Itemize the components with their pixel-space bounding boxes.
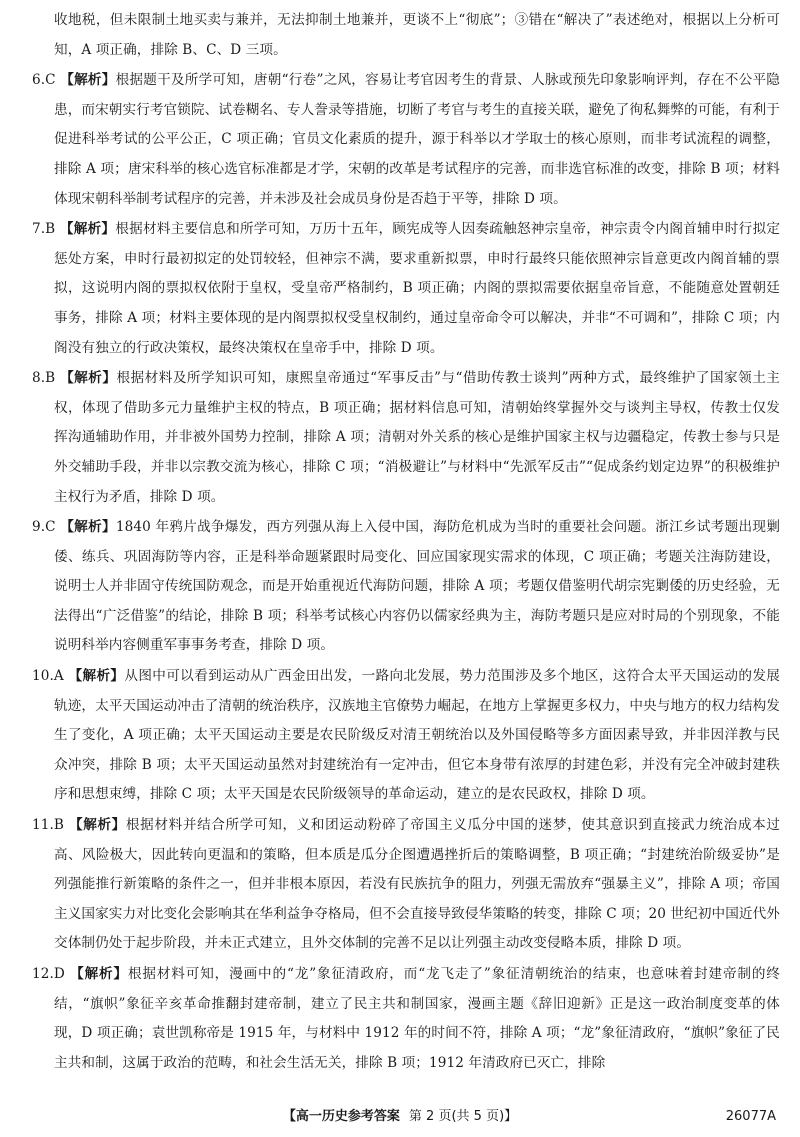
item-number: 8.B [32,370,56,387]
item-text: 根据材料并结合所学可知，义和团运动粉碎了帝国主义瓜分中国的迷梦，使其意识到直接武力统治成本过高、风险极大，因此转向更温和的策略，但本质是瓜分企图遭遇挫折后的策略调整，B 项正确；“封建统治阶级妥协”是列强能推行新策略的条件之一，但并非根本原因，若没有民族抗争的阻力，列强无需放弃“强暴主义”，排除 A 项；帝国主义国家实力对比变化会影响其在华利益争夺格局，但不会直接导致侵华策略的转变，排除 C 项；20 世纪初中国近代外交体制仍处于起步阶段，并未正式建立，且外交体制的完善不足以让列强主动改变侵略本质，排除 D 项。 [54,817,781,952]
item-text: 1840 年鸦片战争爆发，西方列强从海上入侵中国，海防危机成为当时的重要社会问题。浙江乡试考题出现剿倭、练兵、巩固海防等内容，正是科举命题紧跟时局变化、回应国家现实需求的体现，C 项正确；考题关注海防建设，说明士人并非固守传统国防观念，而是开始重视近代海防问题，排除 A 项；考题仅借鉴明代胡宗宪剿倭的历史经验，无法得出“广泛借鉴”的结论，排除 B 项；科举考试核心内容仍以儒家经典为主，海防考题只是应对时局的个别现象，不能说明科举内容侧重军事事务考查，排除 D 项。 [54,519,781,654]
analysis-tag: 【解析】 [59,221,116,238]
item-text: 根据材料主要信息和所学可知，万历十五年，顾宪成等人因奏疏触怒神宗皇帝，神宗责令内阁首辅申时行拟定惩处方案，申时行最初拟定的处罚较轻，但神宗不满，要求重新拟票，申时行最终只能依照神宗旨意更改内阁首辅的票拟，这说明内阁的票拟权依附于皇权，受皇帝严格制约，B 项正确；内阁的票拟需要依据皇帝旨意，不能随意处置朝廷事务，排除 A 项；材料主要体现的是内阁票拟权受皇权制约，通过皇帝命令可以解决，并非“不可调和”，排除 C 项；内阁没有独立的行政决策权，最终决策权在皇帝手中，排除 D 项。 [54,221,781,356]
item-number: 7.B [32,221,56,238]
answer-item-10 [32,662,780,810]
lead-paragraph: 收地税，但未限制土地买卖与兼并，无法抑制土地兼并，更谈不上“彻底”；③错在“解决了”表述绝对，根据以上分析可知，A 项正确，排除 B、C、D 三项。 [54,12,780,58]
footer-page-number: 第 2 页(共 5 页)】 [408,1109,518,1124]
analysis-tag: 【解析】 [60,519,116,536]
analysis-tag: 【解析】 [70,966,128,982]
analysis-tag: 【解析】 [68,817,126,834]
item-number: 10.A [32,668,64,685]
item-number: 12.D [32,966,65,982]
item-text: 根据题干及所学可知，唐朝“行卷”之风，容易让考官因考生的背景、人脉或预先印象影响评判，存在不公平隐患，而宋朝实行考官锁院、试卷糊名、专人誊录等措施，切断了考官与考生的直接关联，避免了徇私舞弊的可能，有利于促进科举考试的公平公正，C 项正确；官员文化素质的提升，源于科举以才学取士的核心原则，而非考试流程的调整，排除 A 项；唐宋科举的核心选官标准都是才学，宋朝的改革是考试程序的完善，而非选官标准的改变，排除 B 项；材料体现宋朝科举制考试程序的完善，并未涉及社会成员身份是否趋于平等，排除 D 项。 [54,72,781,207]
answer-item-12 [32,960,780,1078]
footer-exam-code: 26077A [725,1109,776,1124]
item-number: 6.C [32,72,56,89]
answer-item-8 [32,364,780,512]
footer-title [0,1106,800,1128]
item-number: 11.B [32,817,65,834]
analysis-tag: 【解析】 [60,370,117,387]
item-text: 从图中可以看到运动从广西金田出发，一路向北发展，势力范围涉及多个地区，这符合太平天国运动的发展轨迹，太平天国运动冲击了清朝的统治秩序，汉族地主官僚势力崛起，在地方上掌握更多权力，中央与地方的权力结构发生了变化，A 项正确；太平天国运动主要是农民阶级反对清王朝统治以及外国侵略等多方面因素导致，并非因洋教与民众冲突，排除 B 项；太平天国运动虽然对封建统治有一定冲击，但它本身带有浓厚的封建色彩，并没有完全冲破封建秩序和思想束缚，排除 C 项；太平天国是农民阶级领导的革命运动，建立的是农民政权，排除 D 项。 [54,668,780,803]
analysis-tag: 【解析】 [68,668,125,685]
answer-item-7 [32,215,780,363]
answer-page [32,6,780,1079]
analysis-tag: 【解析】 [60,72,116,89]
answer-item-6 [32,66,780,214]
item-text: 根据材料可知，漫画中的“龙”象征清政府，而“龙飞走了”象征清朝统治的结束，也意味着封建帝制的终结，“旗帜”象征辛亥革命推翻封建帝制，建立了民主共和制国家，漫画主题《辞旧迎新》正是这一政治制度变革的体现，D 项正确；袁世凯称帝是 1915 年，与材料中 1912 年的时间不符，排除 A 项；“龙”象征清政府，“旗帜”象征了民主共和制，这属于政治的范畴，和社会生活无关，排除 B 项；1912 年清政府已灭亡，排除 [54,966,780,1071]
answer-item-11 [32,811,780,959]
footer-subject: 【高一历史参考答案 [282,1109,400,1124]
answer-item-9 [32,513,780,661]
page-footer [0,1106,800,1128]
item-number: 9.C [32,519,56,536]
item-text: 根据材料及所学知识可知，康熙皇帝通过“军事反击”与“借助传教士谈判”两种方式，最终维护了国家领土主权，体现了借助多元力量维护主权的特点，B 项正确；据材料信息可知，清朝始终掌握外交与谈判主导权，传教士仅发挥沟通辅助作用，并非被外国势力控制，排除 A 项；清朝对外关系的核心是维护国家主权与边疆稳定，传教士参与只是外交辅助手段，并非以宗教交流为核心，排除 C 项；“消极避让”与材料中“先派军反击”“促成条约划定边界”的积极维护主权行为矛盾，排除 D 项。 [54,370,780,505]
